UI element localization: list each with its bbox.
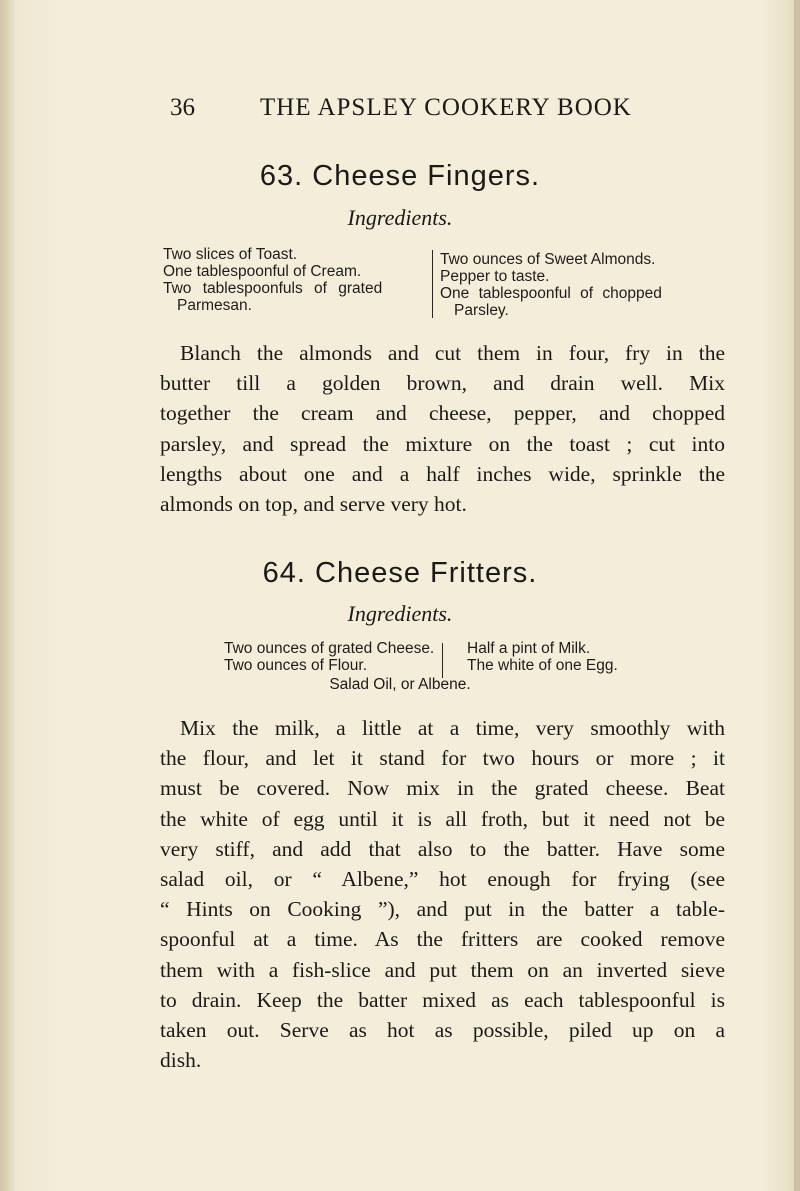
ingredients-heading-63: Ingredients. xyxy=(347,205,453,230)
method-line: together the cream and cheese, pepper, and chopped xyxy=(160,401,725,426)
ingredient-item: Two ounces of Flour. xyxy=(224,657,368,674)
method-line: lengths about one and a half inches wide, sprinkle the xyxy=(160,461,725,486)
ingredients-left-64 xyxy=(224,640,434,674)
method-line: salad oil, or “ Albene,” hot enough for frying (see xyxy=(160,867,725,892)
ingredient-item: One tablespoonful of Cream. xyxy=(163,263,362,280)
method-line: “ Hints on Cooking ”), and put in the batter a table- xyxy=(160,897,725,922)
recipe-title-63: 63. Cheese Fingers. xyxy=(259,160,541,192)
method-line: spoonful at a time. As the fritters are cooked remove xyxy=(160,927,725,952)
ingredients-heading-64: Ingredients. xyxy=(347,601,453,626)
ingredients-left-63 xyxy=(163,246,382,314)
method-line: butter till a golden brown, and drain well. Mix xyxy=(160,371,725,396)
ingredients-right-64 xyxy=(467,640,618,674)
ingredient-item: Two tablespoonfuls of grated xyxy=(163,280,383,297)
method-line: Blanch the almonds and cut them in four, fry in the xyxy=(180,341,725,365)
ingredient-item: Pepper to taste. xyxy=(440,268,550,285)
ingredient-item: Parmesan. xyxy=(177,297,252,314)
page-number: 36 xyxy=(170,94,195,121)
ingredient-item: One tablespoonful of chopped xyxy=(440,285,662,302)
method-line: taken out. Serve as hot as possible, piled up on a xyxy=(160,1018,725,1043)
ingredient-item: Half a pint of Milk. xyxy=(467,640,591,657)
method-line: them with a fish-slice and put them on an inverted sieve xyxy=(160,957,725,982)
recipe-title-64: 64. Cheese Fritters. xyxy=(262,557,538,589)
column-divider xyxy=(432,250,433,318)
column-divider xyxy=(442,643,443,678)
book-title: THE APSLEY COOKERY BOOK xyxy=(260,94,632,121)
ingredient-item: Two ounces of Sweet Almonds. xyxy=(440,251,656,268)
method-line: the white of egg until it is all froth, but it need not be xyxy=(160,806,725,831)
ingredient-item-centered: Salad Oil, or Albene. xyxy=(329,676,471,693)
method-line: dish. xyxy=(160,1048,202,1073)
method-text-64 xyxy=(160,713,725,1075)
method-line: Mix the milk, a little at a time, very smoothly with xyxy=(180,716,725,740)
ingredient-item: Two slices of Toast. xyxy=(163,246,298,263)
method-line: parsley, and spread the mixture on the toast ; cut into xyxy=(160,431,725,456)
ingredient-item: Two ounces of grated Cheese. xyxy=(224,640,435,657)
method-text-63 xyxy=(160,338,725,519)
ingredients-right-63 xyxy=(440,251,662,319)
ingredient-item: The white of one Egg. xyxy=(467,657,618,674)
method-line: almonds on top, and serve very hot. xyxy=(160,492,467,517)
method-line: very stiff, and add that also to the batter. Have some xyxy=(160,836,725,861)
ingredient-item: Parsley. xyxy=(454,302,509,319)
method-line: to drain. Keep the batter mixed as each tablespoonful is xyxy=(160,987,725,1012)
method-line: must be covered. Now mix in the grated cheese. Beat xyxy=(160,776,725,801)
method-line: the flour, and let it stand for two hours or more ; it xyxy=(160,746,725,771)
